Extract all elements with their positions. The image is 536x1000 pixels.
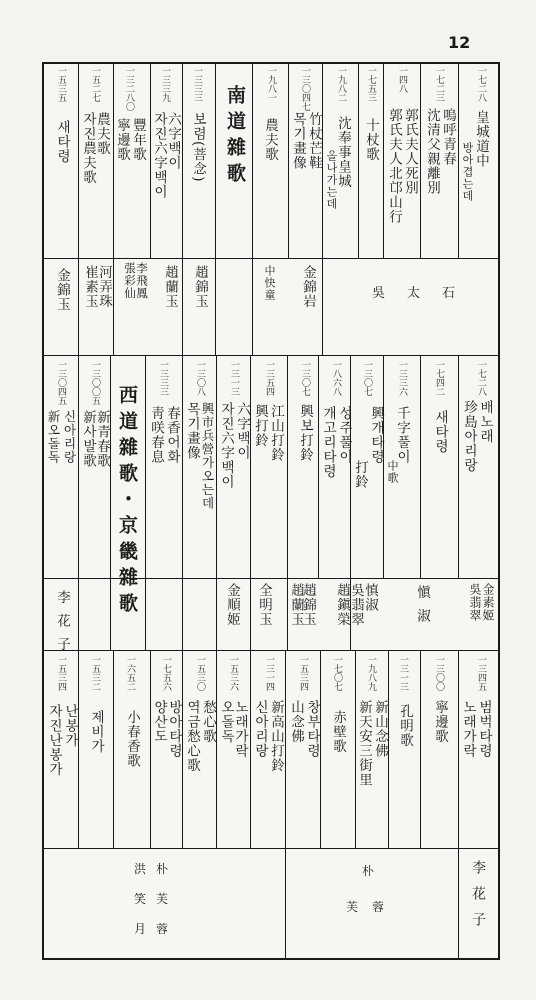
singer: 吳太石	[372, 286, 478, 301]
song-number: 一三一三	[229, 360, 239, 396]
song-number: 一五三四	[56, 655, 66, 691]
song-number: 一三〇七	[300, 360, 310, 396]
song-number: 一五三五	[56, 66, 66, 102]
col-line	[250, 355, 251, 650]
song-number: 一九八二	[336, 66, 346, 102]
song-number: 一八六八	[331, 360, 341, 396]
col-line	[182, 62, 183, 355]
row-divider-1	[42, 258, 500, 259]
song-title: 興打鈴	[252, 404, 268, 448]
song-title: 赤壁歌	[330, 710, 346, 754]
col-line	[420, 62, 421, 258]
song-number: 一七二三	[434, 66, 444, 102]
row-divider-5	[42, 848, 500, 849]
col-line	[78, 650, 79, 848]
col-line	[288, 62, 289, 258]
song-title: 寧邊歌	[432, 700, 448, 744]
song-title: 新오돌독	[46, 410, 61, 464]
singer-buyong: 芙蓉	[346, 900, 399, 914]
song-title: 十杖歌	[363, 118, 379, 162]
song-number: 一七二八	[476, 360, 486, 396]
song-title: 新高山打鈴	[268, 700, 284, 773]
song-number: 一三〇七	[362, 360, 372, 396]
col-line	[383, 62, 384, 258]
song-subtitle: 오돌독	[218, 700, 234, 744]
song-title: 새타령	[54, 120, 70, 164]
song-title: 신아리랑	[62, 410, 77, 464]
song-subtitle: 자진난봉가	[46, 704, 62, 777]
singer: 慎淑	[362, 583, 378, 612]
song-title: 六字백이	[165, 112, 181, 170]
col-line	[216, 355, 217, 650]
singer: 趙錦玉	[192, 265, 208, 309]
song-subtitle: 노래가락	[460, 700, 476, 758]
song-title: 農夫歌	[94, 112, 110, 156]
song-title: 노래가락	[232, 700, 248, 758]
singer: 金素姬	[481, 583, 495, 622]
singer: 河弄珠	[96, 265, 112, 309]
col-line	[322, 62, 323, 355]
singer: 金錦岩	[300, 265, 316, 309]
singer: 趙鎭榮	[334, 583, 350, 627]
singer: 吳翡翠	[468, 583, 482, 622]
song-number: 一三三六	[397, 360, 407, 396]
song-title: 자진農夫歌	[80, 112, 96, 185]
singer: 金錦玉	[54, 268, 70, 312]
song-title: 興市兵營가오는데	[200, 402, 215, 510]
col-line	[320, 650, 321, 848]
song-number: 一五三二	[90, 655, 100, 691]
song-title: 中歌	[386, 460, 399, 484]
col-line	[78, 62, 79, 355]
col-line	[420, 650, 421, 848]
song-number: 一三〇〇	[434, 655, 444, 691]
col-line	[250, 650, 251, 848]
singer: 趙蘭玉	[162, 265, 178, 309]
song-number: 一七二八	[476, 66, 486, 102]
song-title: 靑咲春息	[148, 406, 164, 464]
col-line	[252, 62, 253, 355]
song-subtitle: 양산도	[151, 700, 167, 744]
song-title: 목기畫像	[290, 112, 306, 170]
song-number: 一五三四	[298, 655, 308, 691]
song-title: 愁心歌	[200, 700, 216, 744]
song-title: 자진六字백이	[218, 402, 234, 489]
song-number: 一三〇八	[195, 360, 205, 396]
song-title: 난봉가	[62, 704, 78, 748]
song-title: 寧邊歌	[114, 118, 130, 162]
song-title: 山念佛	[288, 700, 304, 744]
singer: 金順姬	[224, 583, 240, 627]
song-title: 春香어화	[164, 406, 180, 464]
song-title: 新山念佛	[372, 700, 388, 758]
song-number: 一三四五	[476, 655, 486, 691]
song-title: 제비가	[88, 710, 104, 754]
song-subtitle: 창부타령	[304, 700, 320, 758]
col-line	[110, 355, 111, 650]
section-title-south: 南道雜歌	[224, 85, 246, 189]
song-title: 六字백이	[234, 402, 250, 460]
song-number: 一三五四	[264, 360, 274, 396]
song-title: 郭氏夫人死別	[402, 108, 418, 195]
singer: 全明玉	[256, 583, 272, 627]
song-title: 새타령	[432, 410, 448, 454]
song-number: 一九八一	[266, 66, 276, 102]
col-line	[420, 355, 421, 578]
singer-sobu: 笑芙	[134, 892, 179, 906]
song-title: 沈清父親離別	[424, 108, 440, 195]
song-number: 一七五三	[366, 66, 376, 102]
song-subtitle: 역금愁心歌	[184, 700, 200, 773]
col-line	[458, 848, 459, 960]
song-title: 興개타령	[368, 406, 384, 464]
song-number: 一三三三	[192, 66, 202, 102]
song-title: 성주풀이	[336, 406, 352, 464]
song-number: 一五二七	[90, 66, 100, 102]
song-title: 방아타령	[166, 700, 182, 758]
col-line	[215, 62, 216, 355]
song-title: 千字풀이	[394, 406, 410, 464]
singer-li-hwaja: 李花子	[470, 860, 486, 938]
singer: 中快童	[263, 265, 276, 301]
song-title: 江山打鈴	[268, 404, 284, 462]
song-subtitle: 방아겹는데	[461, 142, 474, 202]
col-line	[113, 62, 114, 355]
song-number: 一七〇七	[332, 655, 342, 691]
col-line	[358, 62, 359, 258]
song-title: 皇城道中	[473, 110, 489, 168]
section-title-west: 西道雜歌・京畿雜歌	[116, 385, 138, 619]
song-number: 一九八九	[366, 655, 376, 691]
singer: 趙蘭玉	[288, 583, 304, 627]
singer-wolyong: 月蓉	[134, 922, 179, 936]
col-line	[182, 650, 183, 848]
song-subtitle: 올나가는데	[325, 150, 338, 210]
song-number: 一三〇四七	[300, 66, 310, 111]
song-number: 一三一三	[398, 655, 408, 691]
col-line	[388, 650, 389, 848]
song-title: 沈奉事皇城	[335, 116, 351, 189]
col-line	[182, 355, 183, 650]
song-number: 一三三三	[158, 360, 168, 396]
song-number: 一三一四	[264, 655, 274, 691]
singer-hongbak: 洪朴	[134, 862, 179, 876]
singer: 崔素玉	[82, 265, 98, 309]
song-title: 小春香歌	[124, 710, 140, 768]
singer: 張彩仙	[123, 262, 137, 300]
song-title: 新天安三街里	[356, 700, 372, 787]
song-title: 新사발歌	[80, 410, 96, 468]
song-number: 一四八	[397, 66, 407, 93]
singer: 吳翡翠	[348, 583, 364, 627]
song-title: 農夫歌	[262, 118, 278, 162]
page-number: 12	[448, 33, 471, 52]
row-divider-4	[42, 650, 500, 651]
song-title: 郭氏夫人北邙山行	[386, 108, 402, 224]
song-number: 一三〇四五	[56, 360, 66, 405]
song-title: 嗚呼青春	[440, 108, 456, 166]
col-line	[78, 355, 79, 650]
col-line	[150, 650, 151, 848]
song-title: 개고리타령	[320, 406, 336, 479]
song-number: 一三〇〇五	[90, 360, 100, 405]
col-line	[458, 62, 459, 258]
col-line	[383, 355, 384, 578]
song-number: 一三二八〇	[124, 66, 134, 111]
song-number: 一五三〇	[195, 655, 205, 691]
song-title: 범벅타령	[476, 700, 492, 758]
col-line	[285, 650, 286, 960]
col-line	[145, 355, 146, 650]
col-line	[113, 650, 114, 848]
song-number: 一七五六	[161, 655, 171, 691]
singer-bak: 朴	[362, 864, 381, 878]
col-line	[458, 355, 459, 578]
song-title: 打鈴	[352, 460, 368, 489]
song-title: 보렴(菩念)	[190, 112, 206, 183]
singer: 李花子	[54, 590, 70, 661]
song-number: 一六五二	[125, 655, 135, 691]
song-number: 一五三六	[228, 655, 238, 691]
song-number: 一七四二	[434, 360, 444, 396]
song-title: 豐年歌	[130, 118, 146, 162]
singer: 李飛鳳	[135, 262, 149, 300]
singer: 愼淑	[414, 585, 430, 632]
song-title: 竹杖芒鞋	[306, 112, 322, 170]
col-line	[318, 355, 319, 578]
song-title: 興보打鈴	[297, 404, 313, 462]
song-title: 珍島아리랑	[461, 400, 477, 473]
song-title: 자진六字백이	[151, 112, 167, 199]
col-line	[458, 650, 459, 848]
song-title: 孔明歌	[397, 704, 413, 748]
song-title: 新青春歌	[94, 410, 110, 468]
song-subtitle: 신아리랑	[252, 700, 268, 758]
song-number: 一三三九	[160, 66, 170, 102]
song-title: 목기畫像	[184, 402, 200, 460]
song-subtitle: 배노래	[477, 400, 493, 444]
singer: 趙錦玉	[300, 583, 316, 627]
col-line	[216, 650, 217, 848]
